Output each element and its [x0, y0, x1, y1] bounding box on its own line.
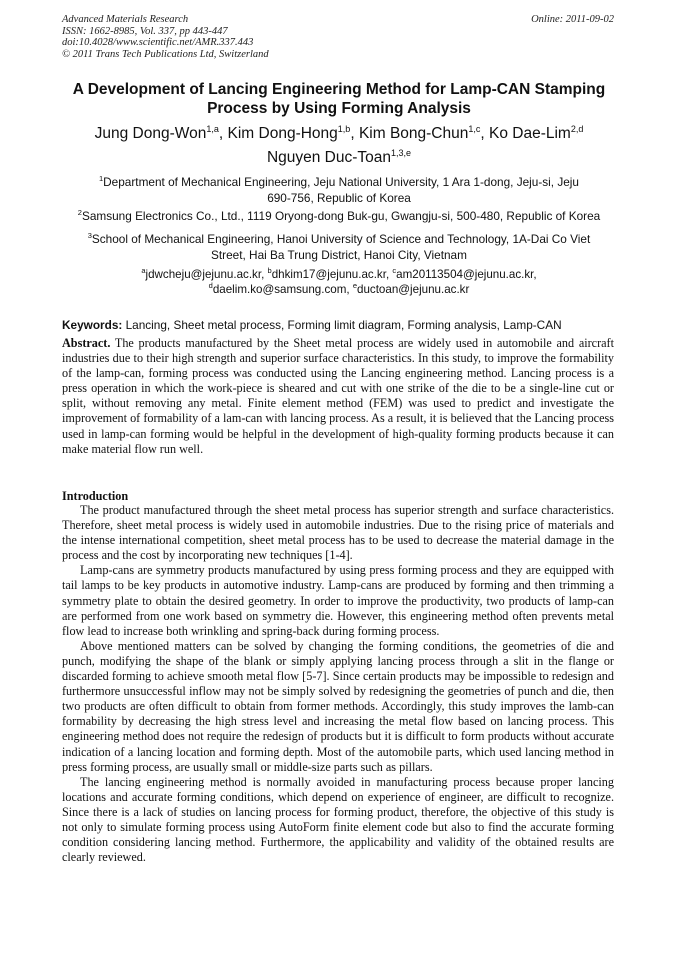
email-line-2 [50, 282, 628, 297]
paper-title [40, 80, 638, 118]
affiliation-number: 3 [87, 231, 92, 241]
keywords-text: Lancing, Sheet metal process, Forming limit diagram, Forming analysis, Lamp-CAN [122, 318, 562, 332]
author-emails [50, 267, 628, 297]
author-separator: , [350, 125, 359, 142]
email-line-1 [50, 267, 628, 282]
email-sup: c [392, 266, 397, 276]
email-link[interactable]: jdwcheju@jejunu.ac.kr [145, 268, 262, 281]
author-name: Ko Dae-Lim [489, 125, 571, 142]
introduction-heading: Introduction [62, 489, 129, 503]
author-list [40, 122, 638, 170]
email-separator: , [533, 268, 537, 281]
introduction-body [62, 503, 614, 865]
journal-name: Advanced Materials Research [62, 14, 189, 25]
journal-copyright: © 2011 Trans Tech Publications Ltd, Switzerland [62, 48, 269, 60]
paragraph: Above mentioned matters can be solved by changing the forming conditions, the geometries of die and punch, modifying the shape of the blank or simply applying lancing process through a slit in the flange or discarded forming to achieve smooth metal flow [5-7]. Since certain products may be impossible to redesign and furthermore unsuccessful inflow may not be simply solved by redesigning the geometries of punch and die, then two products are often difficult to obtain from former methods. Accordingly, this study improves the lamb-can formability by decreasing the high stress level and increasing the metal flow based on lancing process. This engineering method does not require the redesign of products but it is difficult to form products without accurate indication of a lancing location and forming depth. Most of the automobile parts, which used lancing method in press forming process, are usually small or middle-size parts such as pillars. [62, 638, 614, 774]
email-sup: e [352, 281, 358, 291]
affiliation-text: 690-756, Republic of Korea [267, 191, 411, 205]
online-date: Online: 2011-09-02 [531, 14, 614, 25]
author-affiliation-sup: 2,d [570, 123, 584, 134]
email-link[interactable]: dhkim17@jejunu.ac.kr [271, 268, 386, 281]
journal-header [62, 14, 269, 60]
affiliation-text: Department of Mechanical Engineering, Jeju National University, 1 Ara 1-dong, Jeju-si, Jeju [103, 175, 579, 189]
author-separator: , [480, 125, 489, 142]
affiliation-number: 2 [77, 208, 82, 218]
email-separator: , [346, 283, 353, 296]
author-line-1 [40, 122, 638, 146]
abstract-text: The products manufactured by the Sheet metal process are widely used in automobile and aircraft industries due to their high strength and superior surface characteristics. In this study, to improve the formability of the lamp-can, forming process was conducted using the Lancing engineering method. Lancing process is a press operation in which the work-piece is sheared and cut with one strike of the die to be a single-line cut or split, without removing any metal. Finite element method (FEM) was used to predict and investigate the improvement of formability of a lam-can with lancing process. As a result, it is believed that the Lancing process used in lamp-can forming would be helpful in the development of high-quality forming products because it can make material flow run well. [62, 336, 614, 456]
email-sup: a [141, 266, 146, 276]
author-affiliation-sup: 1,c [468, 123, 481, 134]
author-affiliation-sup: 1,3,e [391, 147, 412, 158]
affiliation-text: School of Mechanical Engineering, Hanoi University of Science and Technology, 1A-Dai Co Viet [91, 232, 591, 246]
author-name: Jung Dong-Won [94, 125, 207, 142]
affiliation-3 [50, 231, 628, 263]
author-name: Nguyen Duc-Toan [266, 149, 392, 166]
email-separator: , [261, 268, 268, 281]
author-affiliation-sup: 1,a [206, 123, 219, 134]
author-name: Kim Bong-Chun [358, 125, 469, 142]
affiliation-text: Samsung Electronics Co., Ltd., 1119 Oryong-dong Buk-gu, Gwangju-si, 500-480, Republic of Korea [81, 209, 601, 223]
paragraph: The product manufactured through the sheet metal process has superior strength and surface characteristics. Therefore, sheet metal process is widely used in automobile industries. Due to the rising price of materials and the intense international competition, sheet metal process has to be used to decrease the material damage in the process and the cost by incorporating new techniques [1-4]. [62, 503, 614, 563]
title-line-1: A Development of Lancing Engineering Method for Lamp-CAN Stamping [72, 81, 606, 98]
title-line-2: Process by Using Forming Analysis [207, 100, 471, 117]
email-link[interactable]: am20113504@jejunu.ac.kr [396, 268, 534, 281]
email-link[interactable]: ductoan@jejunu.ac.kr [357, 283, 470, 296]
abstract [62, 336, 614, 457]
abstract-label: Abstract. [62, 336, 111, 350]
journal-doi: doi:10.4028/www.scientific.net/AMR.337.443 [62, 37, 254, 48]
email-separator: , [385, 268, 393, 281]
email-link[interactable]: daelim.ko@samsung.com [212, 283, 347, 296]
email-sup: b [267, 266, 272, 276]
affiliation-text: Street, Hai Ba Trung District, Hanoi City, Vietnam [211, 248, 467, 262]
author-line-2 [40, 146, 638, 170]
keywords-label: Keywords: [62, 318, 123, 332]
paragraph: The lancing engineering method is normally avoided in manufacturing process because proper lancing locations and accurate forming conditions, which depend on experience of engineer, are difficult to recognize. Since there is a lack of studies on lancing process for forming product, therefore, the objective of this study is not only to simulate forming process using AutoForm finite element code but also to find the accurate forming condition considering lancing method. Furthermore, the applicability and validity of the obtained results are clearly reviewed. [62, 774, 614, 865]
affiliation-1 [50, 174, 628, 206]
author-separator: , [218, 125, 228, 142]
journal-issn: ISSN: 1662-8985, Vol. 337, pp 443-447 [62, 25, 228, 37]
affiliation-2 [50, 208, 628, 224]
email-sup: d [208, 281, 213, 291]
author-affiliation-sup: 1,b [337, 123, 351, 134]
affiliation-number: 1 [98, 174, 104, 184]
keywords [62, 318, 618, 333]
paragraph: Lamp-cans are symmetry products manufactured by using press forming process and they are equipped with tail lamps to be key products in automotive industry. Lamp-cans are produced by forming and then trimming a symmetry plate to obtain the desired geometry. In order to improve the productivity, two products of lamp-can are performed from one work based on symmetry die. However, this engineering method often prevents metal flow lead to increase both wrinkling and spring-back during forming process. [62, 563, 614, 638]
author-name: Kim Dong-Hong [227, 125, 338, 142]
